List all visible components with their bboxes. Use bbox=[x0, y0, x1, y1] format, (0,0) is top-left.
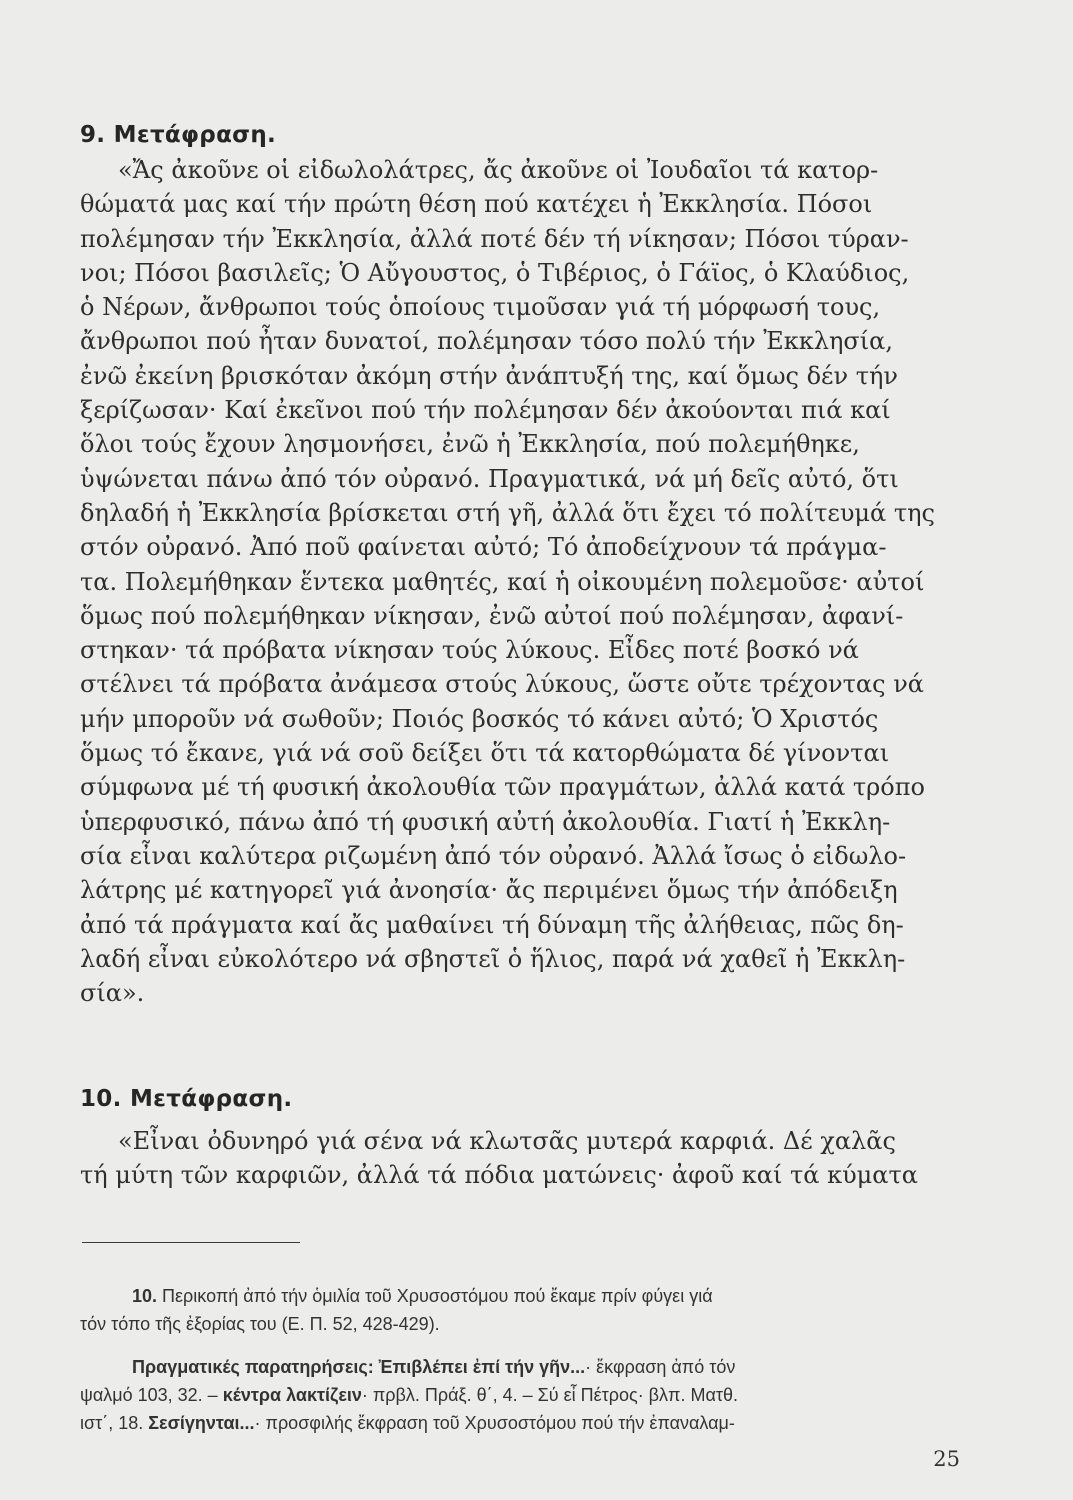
remarks-line bbox=[80, 1353, 975, 1381]
text-line: ὅμως τό ἔκανε, γιά νά σοῦ δείξει ὅτι τά κατορθώματα δέ γίνονται bbox=[80, 739, 890, 768]
text-line: στόν οὐρανό. Ἀπό ποῦ φαίνεται αὐτό; Τό ἀποδείχνουν τά πράγμα- bbox=[80, 533, 887, 562]
section-9-text bbox=[80, 153, 970, 1010]
section-10-text bbox=[80, 1124, 970, 1193]
text-line: ὅμως πού πολεμήθηκαν νίκησαν, ἐνῶ αὐτοί πού πολέμησαν, ἀφανί- bbox=[80, 601, 904, 630]
remarks-line bbox=[80, 1381, 975, 1409]
text-line: ὅλοι τούς ἔχουν λησμονήσει, ἐνῶ ἡ Ἐκκλησία, πού πολεμήθηκε, bbox=[80, 430, 860, 459]
remarks-text: ψαλμό 103, 32. – bbox=[80, 1384, 223, 1405]
text-line: θώματά μας καί τήν πρώτη θέση πού κατέχει ἡ Ἐκκλησία. Πόσοι bbox=[80, 190, 873, 219]
text-line: ἄνθρωποι πού ἦταν δυνατοί, πολέμησαν τόσο πολύ τήν Ἐκκλησία, bbox=[80, 327, 893, 356]
text-line: ὑπερφυσικό, πάνω ἀπό τή φυσική αὐτή ἀκολουθία. Γιατί ἡ Ἐκκλη- bbox=[80, 807, 891, 836]
text-line: ὑψώνεται πάνω ἀπό τόν οὐρανό. Πραγματικά, νά μή δεῖς αὐτό, ὅτι bbox=[80, 464, 899, 493]
section-10-heading: 10. Μετάφραση. bbox=[80, 1086, 293, 1112]
text-line: πολέμησαν τήν Ἐκκλησία, ἀλλά ποτέ δέν τή νίκησαν; Πόσοι τύραν- bbox=[80, 224, 909, 253]
remarks-text: · προσφιλής ἔκφραση τοῦ Χρυσοστόμου πού τήν ἐπαναλαμ- bbox=[254, 1413, 735, 1434]
footnote-line bbox=[80, 1282, 975, 1310]
remarks-label: Πραγματικές παρατηρήσεις: Ἐπιβλέπει ἐπί τήν γῆν... bbox=[132, 1356, 586, 1377]
text-line: σία». bbox=[80, 979, 145, 1008]
text-line: στηκαν· τά πρόβατα νίκησαν τούς λύκους. Εἶδες ποτέ βοσκό νά bbox=[80, 636, 859, 665]
remarks-term: Σεσίγηνται... bbox=[148, 1413, 255, 1434]
text-line: ὁ Νέρων, ἄνθρωποι τούς ὁποίους τιμοῦσαν γιά τή μόρφωσή τους, bbox=[80, 293, 881, 322]
remarks-line bbox=[80, 1409, 975, 1437]
text-line: τα. Πολεμήθηκαν ἕντεκα μαθητές, καί ἡ οἰκουμένη πολεμοῦσε· αὐτοί bbox=[80, 567, 925, 596]
text-line: στέλνει τά πρόβατα ἀνάμεσα στούς λύκους, ὥστε οὔτε τρέχοντας νά bbox=[80, 670, 924, 699]
text-line: νοι; Πόσοι βασιλεῖς; Ὁ Αὔγουστος, ὁ Τιβέριος, ὁ Γάϊος, ὁ Κλαύδιος, bbox=[80, 258, 910, 287]
footnotes bbox=[80, 1282, 975, 1437]
text-line: δηλαδή ἡ Ἐκκλησία βρίσκεται στή γῆ, ἀλλά ὅτι ἔχει τό πολίτευμά της bbox=[80, 498, 935, 527]
text-line: «Εἶναι ὀδυνηρό γιά σένα νά κλωτσᾶς μυτερά καρφιά. Δέ χαλᾶς bbox=[118, 1127, 896, 1155]
footnote-line: τόν τόπο τῆς ἐξορίας του (Ε. Π. 52, 428-429). bbox=[80, 1314, 440, 1335]
text-line: σία εἶναι καλύτερα ριζωμένη ἀπό τόν οὐρανό. Ἀλλά ἴσως ὁ εἰδωλο- bbox=[80, 841, 907, 870]
remarks-text: · πρβλ. Πράξ. θ΄, 4. – Σύ εἶ Πέτρος· βλπ. Ματθ. bbox=[361, 1384, 738, 1405]
footnote-divider bbox=[82, 1242, 300, 1243]
remarks-text: · ἔκφραση ἀπό τόν bbox=[585, 1356, 736, 1377]
page-number: 25 bbox=[933, 1447, 960, 1471]
text-line: λαδή εἶναι εὐκολότερο νά σβηστεῖ ὁ ἥλιος, παρά νά χαθεῖ ἡ Ἐκκλη- bbox=[80, 944, 906, 973]
text-line: «Ἄς ἀκοῦνε οἱ εἰδωλολάτρες, ἄς ἀκοῦνε οἱ Ἰουδαῖοι τά κατορ- bbox=[118, 156, 879, 184]
text-line: τή μύτη τῶν καρφιῶν, ἀλλά τά πόδια ματώνεις· ἀφοῦ καί τά κύματα bbox=[80, 1161, 918, 1190]
footnote-number: 10. bbox=[132, 1286, 158, 1306]
remarks-term: κέντρα λακτίζειν bbox=[222, 1384, 362, 1405]
text-line: μήν μποροῦν νά σωθοῦν; Ποιός βοσκός τό κάνει αὐτό; Ὁ Χριστός bbox=[80, 704, 879, 733]
text-line: ἐνῶ ἐκείνη βρισκόταν ἀκόμη στήν ἀνάπτυξή της, καί ὅμως δέν τήν bbox=[80, 361, 898, 390]
text-line: ξερίζωσαν· Καί ἐκεῖνοι πού τήν πολέμησαν δέν ἀκούονται πιά καί bbox=[80, 396, 891, 425]
text-line: σύμφωνα μέ τή φυσική ἀκολουθία τῶν πραγμάτων, ἀλλά κατά τρόπο bbox=[80, 773, 925, 802]
text-line: ἀπό τά πράγματα καί ἄς μαθαίνει τή δύναμη τῆς ἀλήθειας, πῶς δη- bbox=[80, 910, 904, 939]
text-line: λάτρης μέ κατηγορεῖ γιά ἀνοησία· ἄς περιμένει ὅμως τήν ἀπόδειξη bbox=[80, 876, 898, 905]
footnote-text: Περικοπή ἀπό τήν ὁμιλία τοῦ Χρυσοστόμου πού ἔκαμε πρίν φύγει γιά bbox=[157, 1286, 713, 1306]
section-9-heading: 9. Μετάφραση. bbox=[80, 122, 277, 148]
remarks-text: ιστ΄, 18. bbox=[80, 1413, 149, 1434]
